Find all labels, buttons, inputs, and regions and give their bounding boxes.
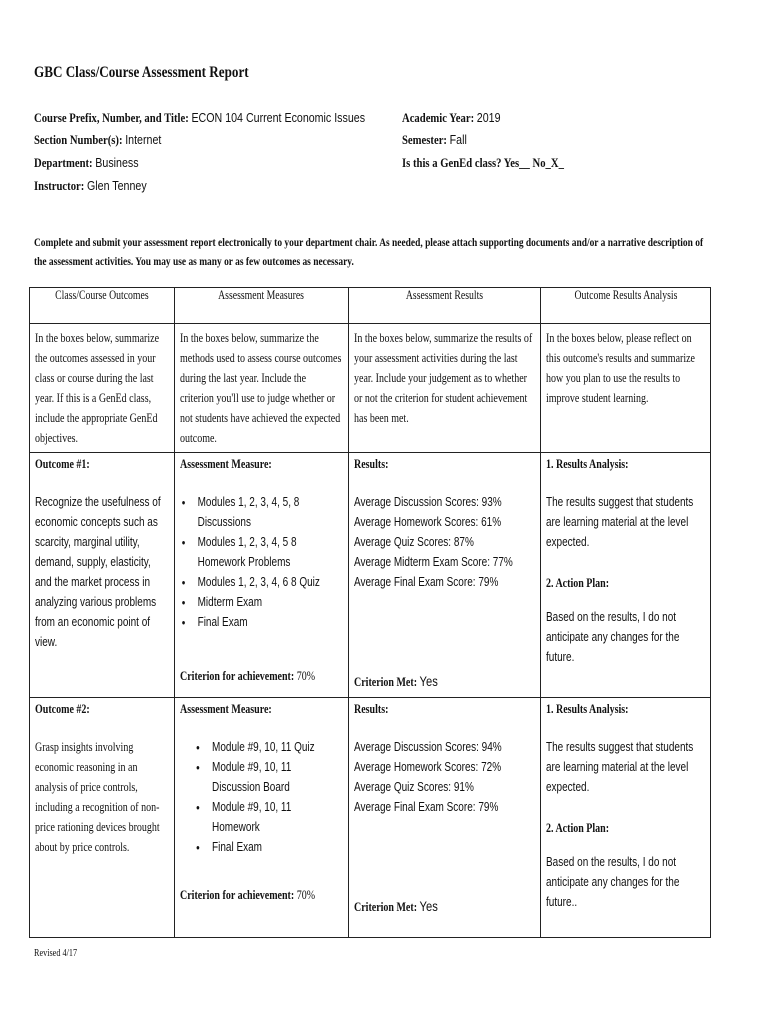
- desc-analysis: In the boxes below, please reflect on this outcome's results and summarize how you plan to use the results to improve student learning.: [541, 324, 711, 453]
- revision-note: Revised 4/17: [34, 948, 78, 959]
- header-row: [30, 288, 711, 324]
- results-1-cell: [349, 453, 541, 698]
- semester-label: Semester:: [402, 132, 447, 147]
- outcome-2-heading: Outcome #2:: [35, 702, 90, 716]
- header-results: Assessment Results: [349, 288, 541, 324]
- criterion-met-1: Criterion Met: Yes: [354, 673, 438, 689]
- criterion-2: Criterion for achievement: 70%: [180, 888, 316, 902]
- list-item: ● Module #9, 10, 11 Discussion Board: [212, 757, 342, 797]
- year-value: 2019: [476, 110, 501, 125]
- plan-2-text: Based on the results, I do not anticipate any changes for the future..: [546, 855, 680, 909]
- gened-line: [402, 155, 599, 171]
- outcome-2-cell: [30, 698, 175, 938]
- list-item: ● Final Exam: [212, 837, 342, 857]
- header-measures: Assessment Measures: [175, 288, 349, 324]
- outcome-row-2: [30, 698, 711, 938]
- instructions: Complete and submit your assessment report electronically to your department chair. As needed, please attach supporting documents and/or a narrative description of the assessment activities. You may use as many or as few outcomes as necessary.: [34, 237, 704, 268]
- desc-results: In the boxes below, summarize the results of your assessment activities during the last year. Include your judgement as to whether or not the criterion for student achievement has been met.: [349, 324, 541, 453]
- instructor-value: Glen Tenney: [87, 178, 147, 193]
- course-line: [34, 110, 438, 126]
- analysis-1-cell: [541, 453, 711, 698]
- instructor-line: [34, 178, 171, 194]
- plan-1-text: Based on the results, I do not anticipate any changes for the future.: [546, 610, 680, 664]
- gened-question: Is this a GenEd class? Yes__ No_X_: [402, 155, 564, 170]
- criterion-1: Criterion for achievement: 70%: [180, 669, 316, 683]
- outcome-1-text: Recognize the usefulness of economic concepts such as scarcity, marginal utility, demand, supply, elasticity, and the market process in analyzing various problems from an economic point of view.: [35, 495, 161, 649]
- section-line: [34, 132, 189, 148]
- semester-value: Fall: [449, 132, 467, 147]
- analysis-2-heading: 1. Results Analysis:: [546, 702, 629, 716]
- header-outcomes: Class/Course Outcomes: [30, 288, 175, 324]
- outcome-2-text: Grasp insights involving economic reasoning in an analysis of price controls, including a recognition of non-price rationing devices brought about by price controls.: [35, 740, 160, 854]
- measure-1-heading: Assessment Measure:: [180, 457, 272, 471]
- analysis-1-heading: 1. Results Analysis:: [546, 457, 629, 471]
- desc-outcomes: In the boxes below, summarize the outcomes assessed in your class or course during the last year. If this is a GenEd class, include the appropriate GenEd objectives.: [30, 324, 175, 453]
- analysis-2-text: The results suggest that students are learning material at the level expected.: [546, 740, 694, 794]
- measure-2-cell: [175, 698, 349, 938]
- report-title: GBC Class/Course Assessment Report: [34, 64, 249, 81]
- plan-2-heading: 2. Action Plan:: [546, 821, 610, 835]
- desc-measures: In the boxes below, summarize the methods used to assess course outcomes during the last year. Include the criterion you'll use to judge whether or not students have achieved the expected outcome.: [175, 324, 349, 453]
- semester-line: [402, 132, 481, 148]
- measure-1-list: [180, 492, 342, 632]
- course-label: Course Prefix, Number, and Title:: [34, 110, 189, 125]
- results-1-list: Average Discussion Scores: 93% Average Homework Scores: 61% Average Quiz Scores: 87% Average Midterm Exam Score: 77% Average Final Exam Score: 79%: [354, 495, 513, 589]
- measure-1-cell: [175, 453, 349, 698]
- instructor-label: Instructor:: [34, 178, 85, 193]
- list-item: ● Module #9, 10, 11 Quiz: [212, 737, 342, 757]
- assessment-table: [29, 287, 711, 938]
- section-label: Section Number(s):: [34, 132, 123, 147]
- section-value: Internet: [125, 132, 162, 147]
- list-item: ● Midterm Exam: [198, 592, 342, 612]
- list-item: ● Modules 1, 2, 3, 4, 6 8 Quiz: [198, 572, 342, 592]
- outcome-row-1: [30, 453, 711, 698]
- results-1-heading: Results:: [354, 457, 389, 471]
- year-line: [402, 110, 522, 126]
- department-label: Department:: [34, 155, 93, 170]
- outcome-1-cell: [30, 453, 175, 698]
- list-item: ● Module #9, 10, 11 Homework: [212, 797, 342, 837]
- measure-2-heading: Assessment Measure:: [180, 702, 272, 716]
- department-value: Business: [95, 155, 139, 170]
- list-item: ● Modules 1, 2, 3, 4, 5, 8 Discussions: [198, 492, 342, 532]
- year-label: Academic Year:: [402, 110, 475, 125]
- list-item: ● Final Exam: [198, 612, 342, 632]
- header-analysis: Outcome Results Analysis: [541, 288, 711, 324]
- results-2-heading: Results:: [354, 702, 389, 716]
- results-2-cell: [349, 698, 541, 938]
- analysis-1-text: The results suggest that students are learning material at the level expected.: [546, 495, 694, 549]
- analysis-2-cell: [541, 698, 711, 938]
- department-line: [34, 155, 161, 171]
- results-2-list: Average Discussion Scores: 94% Average Homework Scores: 72% Average Quiz Scores: 91% Average Final Exam Score: 79%: [354, 740, 502, 814]
- list-item: ● Modules 1, 2, 3, 4, 5 8 Homework Problems: [198, 532, 342, 572]
- course-value: ECON 104 Current Economic Issues: [191, 110, 366, 125]
- plan-1-heading: 2. Action Plan:: [546, 576, 610, 590]
- measure-2-list: [180, 737, 342, 857]
- description-row: [30, 324, 711, 453]
- outcome-1-heading: Outcome #1:: [35, 457, 90, 471]
- criterion-met-2: Criterion Met: Yes: [354, 898, 438, 914]
